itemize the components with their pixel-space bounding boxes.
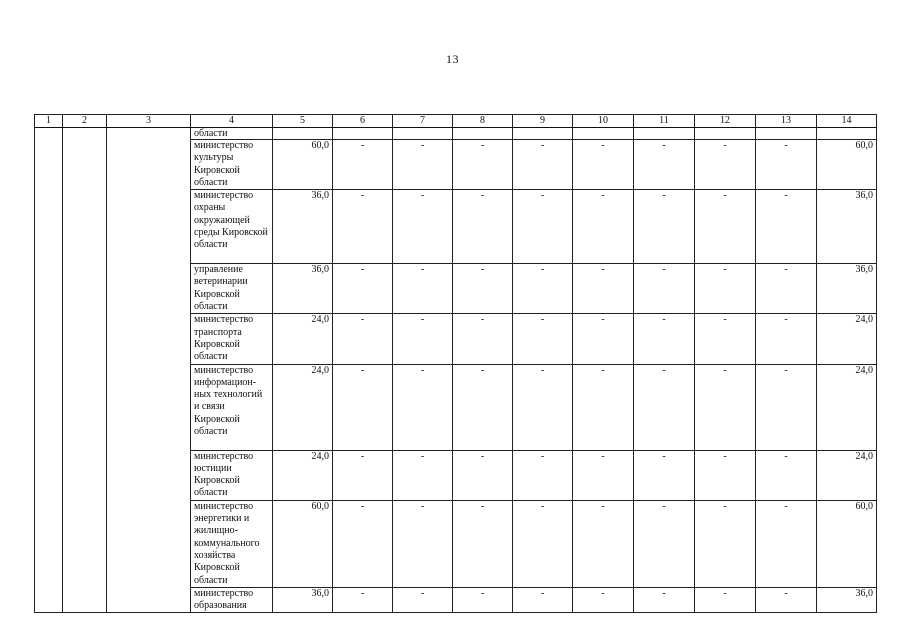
header-col-12: 12 [695,115,756,128]
cell-col-9-value: - [513,264,573,314]
cell-col-12-value: - [695,190,756,264]
cell-col-11-value: - [634,500,695,587]
cell-department: министерство юстиции Кировской области [191,450,273,500]
cell-col-13-value: - [756,450,817,500]
cell-col-11-value: - [634,587,695,613]
header-col-14: 14 [817,115,877,128]
cell-col-10-value: - [573,140,634,190]
cell-col-7-value: - [393,587,453,613]
cell-col-13-value: - [756,314,817,364]
cell-col-8-value: - [453,587,513,613]
cell-col-13-value: - [756,587,817,613]
table-row-continuation [35,128,877,140]
cell-col-7-value: - [393,264,453,314]
header-col-8: 8 [453,115,513,128]
cell-col-6-value: - [333,140,393,190]
cell-col-6-value: - [333,264,393,314]
cell-col-14-value: 60,0 [817,500,877,587]
cell-col-10-value: - [573,500,634,587]
cell-col-9-value: - [513,450,573,500]
cell-col-14-value: 24,0 [817,364,877,450]
budget-table [34,114,877,613]
cell-col-9-value: - [513,314,573,364]
cell-col-14-value: 36,0 [817,190,877,264]
header-col-11: 11 [634,115,695,128]
cell-col-7-value: - [393,500,453,587]
cell-col-10-value: - [573,190,634,264]
cell-col-11-value: - [634,140,695,190]
cell-col-14-value: 24,0 [817,314,877,364]
cell-col-11-value: - [634,364,695,450]
cell-col-9-value: - [513,364,573,450]
cell-col-8-value: - [453,190,513,264]
header-col-10: 10 [573,115,634,128]
cell-col-13-value: - [756,140,817,190]
header-col-5: 5 [273,115,333,128]
header-col-4: 4 [191,115,273,128]
cell-col-7-value: - [393,450,453,500]
cell-col-13-value: - [756,364,817,450]
cell-col-9-value: - [513,500,573,587]
cell-col-11-value: - [634,450,695,500]
cell-col-10-value: - [573,314,634,364]
cell-col-5-value: 36,0 [273,587,333,613]
cell-department: области [191,128,273,140]
cell-col-2-merged [63,128,107,613]
cell-empty [573,128,634,140]
page-number: 13 [446,52,459,66]
cell-col-1-merged [35,128,63,613]
cell-department: министерство образования [191,587,273,613]
cell-col-5-value: 60,0 [273,500,333,587]
cell-empty [695,128,756,140]
cell-col-11-value: - [634,190,695,264]
cell-col-12-value: - [695,314,756,364]
cell-col-5-value: 60,0 [273,140,333,190]
cell-col-7-value: - [393,190,453,264]
cell-col-6-value: - [333,450,393,500]
cell-col-5-value: 36,0 [273,264,333,314]
cell-col-13-value: - [756,190,817,264]
cell-col-8-value: - [453,264,513,314]
cell-col-7-value: - [393,364,453,450]
table-body [35,128,877,613]
cell-col-8-value: - [453,450,513,500]
cell-col-6-value: - [333,587,393,613]
cell-col-11-value: - [634,314,695,364]
cell-empty [634,128,695,140]
header-col-9: 9 [513,115,573,128]
cell-col-6-value: - [333,500,393,587]
cell-department: министерство транспорта Кировской области [191,314,273,364]
cell-empty [756,128,817,140]
cell-col-7-value: - [393,140,453,190]
cell-col-12-value: - [695,264,756,314]
cell-col-7-value: - [393,314,453,364]
header-col-2: 2 [63,115,107,128]
cell-col-12-value: - [695,500,756,587]
cell-col-12-value: - [695,450,756,500]
cell-col-11-value: - [634,264,695,314]
cell-col-8-value: - [453,140,513,190]
cell-col-5-value: 36,0 [273,190,333,264]
cell-col-9-value: - [513,140,573,190]
header-col-1: 1 [35,115,63,128]
cell-empty [333,128,393,140]
cell-department: министерство культуры Кировской области [191,140,273,190]
cell-col-10-value: - [573,587,634,613]
cell-col-6-value: - [333,190,393,264]
cell-col-5-value: 24,0 [273,450,333,500]
cell-col-14-value: 60,0 [817,140,877,190]
cell-col-12-value: - [695,140,756,190]
cell-col-8-value: - [453,314,513,364]
cell-col-13-value: - [756,500,817,587]
cell-col-12-value: - [695,587,756,613]
cell-empty [513,128,573,140]
header-col-3: 3 [107,115,191,128]
cell-col-10-value: - [573,450,634,500]
cell-col-14-value: 36,0 [817,264,877,314]
cell-col-14-value: 24,0 [817,450,877,500]
cell-col-10-value: - [573,264,634,314]
cell-department: министерство охраны окружающей среды Кировской области [191,190,273,264]
header-col-13: 13 [756,115,817,128]
cell-col-12-value: - [695,364,756,450]
cell-col-3-merged [107,128,191,613]
header-row [35,115,877,128]
cell-col-5-value: 24,0 [273,314,333,364]
cell-col-6-value: - [333,364,393,450]
cell-col-5-value: 24,0 [273,364,333,450]
cell-col-9-value: - [513,190,573,264]
cell-col-9-value: - [513,587,573,613]
cell-department: управление ветеринарии Кировской области [191,264,273,314]
cell-empty [817,128,877,140]
cell-department: министерство информацион-ных технологий и связи Кировской области [191,364,273,450]
cell-empty [393,128,453,140]
cell-col-8-value: - [453,500,513,587]
cell-col-14-value: 36,0 [817,587,877,613]
cell-col-8-value: - [453,364,513,450]
cell-department: министерство энергетики и жилищно-коммунального хозяйства Кировской области [191,500,273,587]
cell-col-6-value: - [333,314,393,364]
header-col-7: 7 [393,115,453,128]
cell-empty [453,128,513,140]
cell-col-10-value: - [573,364,634,450]
header-col-6: 6 [333,115,393,128]
cell-col-13-value: - [756,264,817,314]
cell-empty [273,128,333,140]
